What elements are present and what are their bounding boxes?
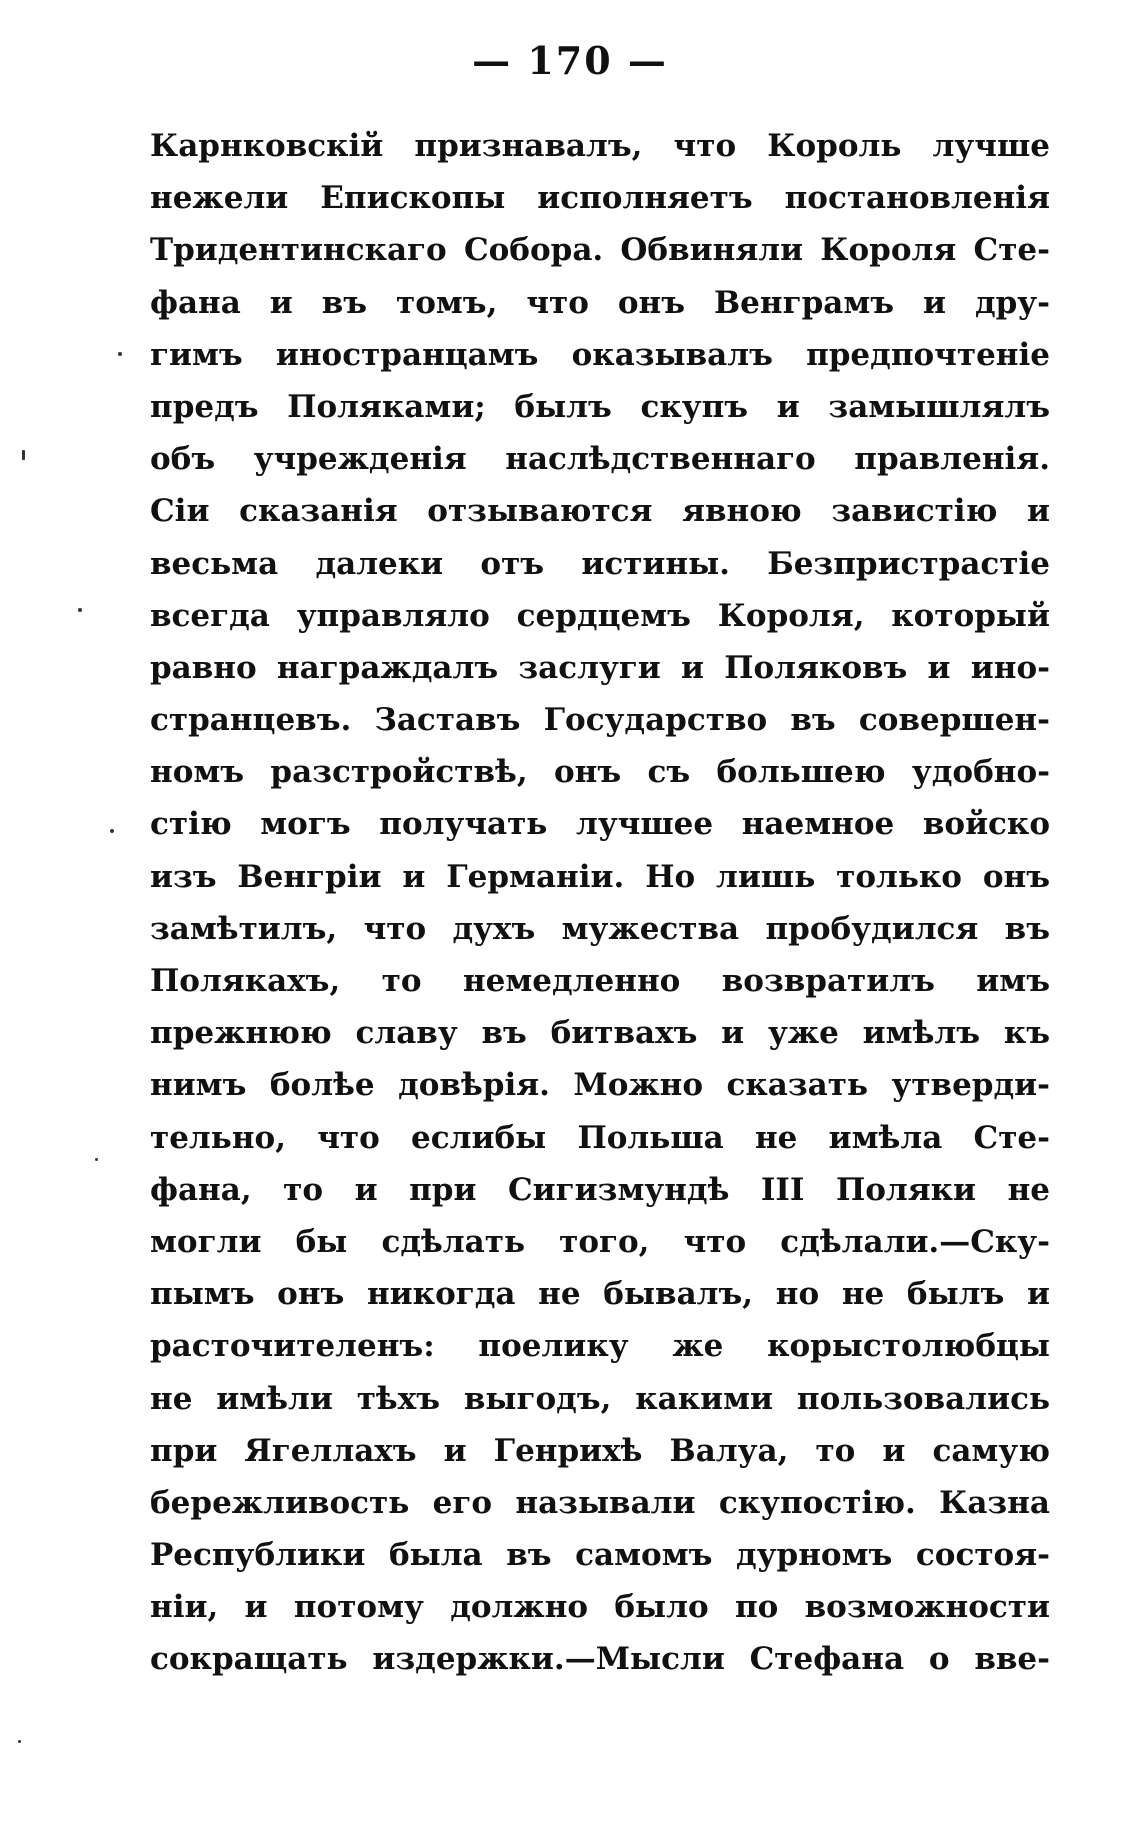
- text-line: тельно, что еслибы Польша не имѣла Сте-: [150, 1119, 1050, 1156]
- scan-speck: [22, 450, 25, 460]
- text-line: фана, то и при Сигизмундѣ III Поляки не: [150, 1171, 1050, 1208]
- text-line: нежели Епископы исполняетъ постановленія: [150, 180, 1050, 217]
- text-line: весьма далеки отъ истины. Безпристрастіе: [150, 545, 1050, 582]
- text-line: при Ягеллахъ и Генрихѣ Валуа, то и самую: [150, 1432, 1050, 1469]
- text-line: Сіи сказанія отзываются явною завистію и: [150, 493, 1050, 530]
- text-line: гимъ иностранцамъ оказывалъ предпочтеніе: [150, 336, 1050, 373]
- text-line: бережливость его называли скупостію. Казна: [150, 1484, 1050, 1521]
- text-line: равно награждалъ заслуги и Поляковъ и ино-: [150, 649, 1050, 686]
- text-line: Карнковскій признавалъ, что Король лучше: [150, 128, 1050, 164]
- text-line: Республики была въ самомъ дурномъ состоя-: [150, 1537, 1050, 1574]
- page-number-header: — 170 —: [472, 38, 668, 83]
- text-line: могли бы сдѣлать того, что сдѣлали.—Ску-: [150, 1223, 1050, 1260]
- text-line: номъ разстройствѣ, онъ съ большею удобно-: [150, 754, 1050, 791]
- text-line: стію могъ получать лучшее наемное войско: [150, 806, 1050, 843]
- text-line: прежнюю славу въ битвахъ и уже имѣлъ къ: [150, 1015, 1050, 1052]
- text-line: объ учрежденія наслѣдственнаго правленія.: [150, 441, 1050, 478]
- text-line: странцевъ. Заставъ Государство въ совершен-: [150, 702, 1050, 739]
- text-line: Тридентинскаго Собора. Обвиняли Короля Сте-: [150, 232, 1050, 269]
- scan-speck: [110, 829, 114, 833]
- text-line: сокращать издержки.—Мысли Стефана о вве-: [150, 1641, 1050, 1678]
- text-line: фана и въ томъ, что онъ Венграмъ и дру-: [150, 284, 1050, 321]
- scan-speck: [18, 1740, 21, 1743]
- text-line: пымъ онъ никогда не бывалъ, но не былъ и: [150, 1276, 1050, 1313]
- text-line: замѣтилъ, что духъ мужества пробудился въ: [150, 910, 1050, 947]
- text-line: нимъ болѣе довѣрія. Можно сказать утверди-: [150, 1067, 1050, 1104]
- text-line: расточителенъ: поелику же корыстолюбцы: [150, 1328, 1050, 1365]
- text-line: не имѣли тѣхъ выгодъ, какими пользовались: [150, 1380, 1050, 1417]
- scan-speck: [95, 1158, 98, 1161]
- body-text: [150, 120, 1050, 1686]
- scan-speck: [118, 352, 122, 356]
- scan-speck: [78, 608, 82, 612]
- text-line: предъ Поляками; былъ скупъ и замышлялъ: [150, 388, 1050, 425]
- text-line: ніи, и потому должно было по возможности: [150, 1589, 1050, 1626]
- text-line: Полякахъ, то немедленно возвратилъ имъ: [150, 963, 1050, 999]
- text-line: изъ Венгріи и Германіи. Но лишь только онъ: [150, 858, 1050, 895]
- text-line: всегда управляло сердцемъ Короля, который: [150, 597, 1050, 634]
